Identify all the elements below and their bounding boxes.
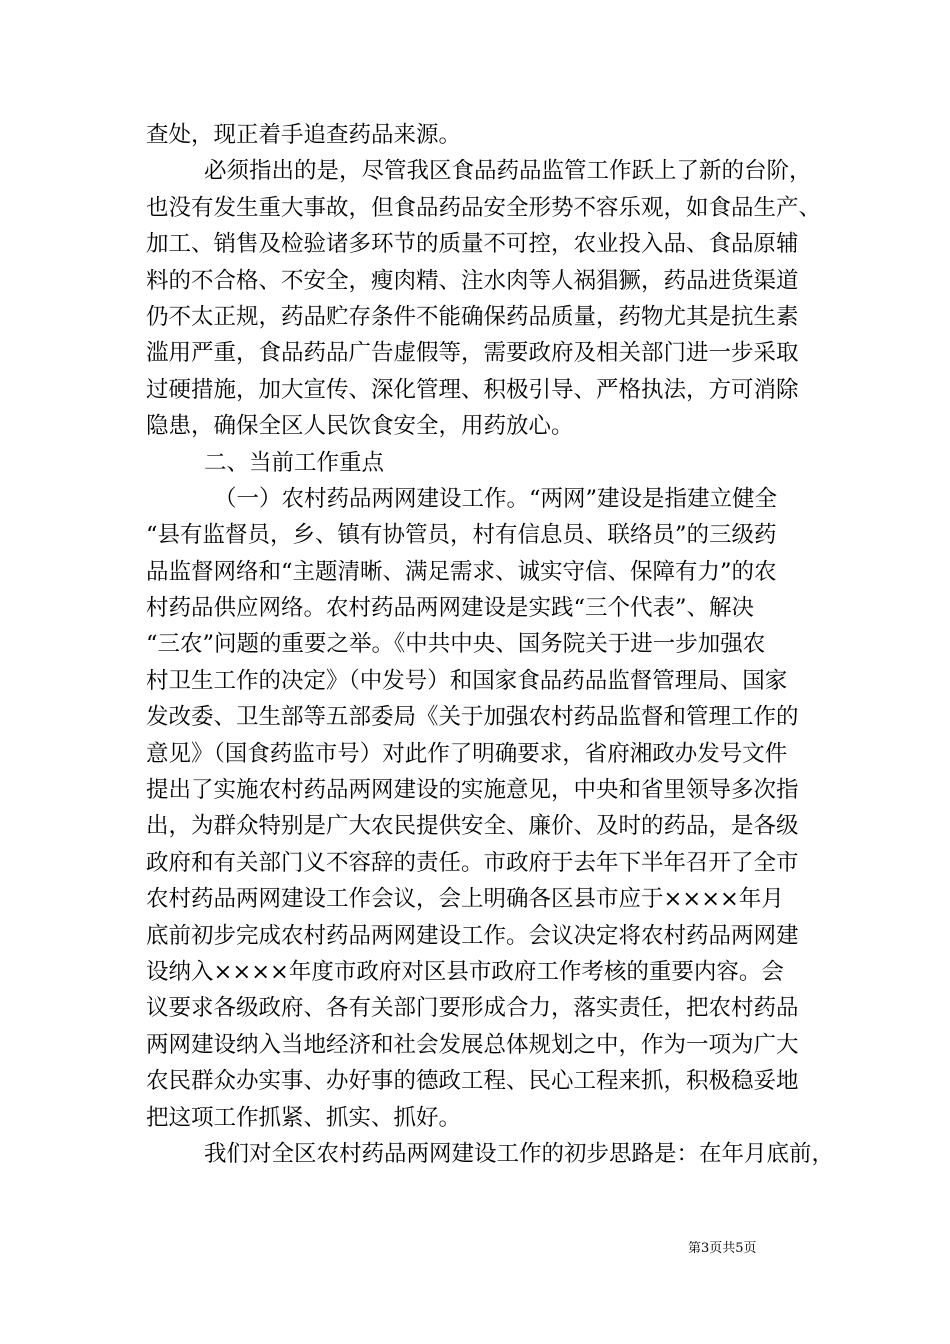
text-line: 提出了实施农村药品两网建设的实施意见，中央和省里领导多次指 bbox=[146, 777, 799, 804]
text-line: 也没有发生重大事故，但食品药品安全形势不容乐观，如食品生产、 bbox=[146, 194, 822, 221]
text-line: 意见》（国食药监市号）对此作了明确要求，省府湘政办发号文件 bbox=[146, 740, 788, 767]
text-line: 仍不太正规，药品贮存条件不能确保药品质量，药物尤其是抗生素 bbox=[146, 303, 799, 330]
text-line: “县有监督员，乡、镇有协管员，村有信息员、联络员”的三级药 bbox=[146, 522, 777, 549]
page-number-footer: 第3页共5页 bbox=[688, 1241, 757, 1256]
text-line: 政府和有关部门义不容辞的责任。市政府于去年下半年召开了全市 bbox=[146, 849, 799, 876]
text-line: 隐患，确保全区人民饮食安全，用药放心。 bbox=[146, 413, 574, 440]
text-line: 出，为群众特别是广大农民提供安全、廉价、及时的药品，是各级 bbox=[146, 813, 799, 840]
text-line: 议要求各级政府、各有关部门要形成合力，落实责任，把农村药品 bbox=[146, 995, 799, 1022]
body-text bbox=[146, 117, 835, 1172]
text-line: 发改委、卫生部等五部委局《关于加强农村药品监督和管理工作的 bbox=[146, 704, 799, 731]
text-line: “三农”问题的重要之举。《中共中央、国务院关于进一步加强农 bbox=[146, 631, 766, 658]
text-line: 村卫生工作的决定》（中发号）和国家食品药品监督管理局、国家 bbox=[146, 667, 788, 694]
text-line: 加工、销售及检验诸多环节的质量不可控，农业投入品、食品原辅 bbox=[146, 231, 799, 258]
text-line: （一）农村药品两网建设工作。“两网”建设是指建立健全 bbox=[214, 485, 778, 512]
text-line: 底前初步完成农村药品两网建设工作。会议决定将农村药品两网建 bbox=[146, 922, 799, 949]
text-line: 查处，现正着手追查药品来源。 bbox=[146, 122, 462, 148]
text-line: 农村药品两网建设工作会议，会上明确各区县市应于××××年月 bbox=[146, 886, 784, 913]
text-line: 两网建设纳入当地经济和社会发展总体规划之中，作为一项为广大 bbox=[146, 1031, 799, 1058]
text-line: 农民群众办实事、办好事的德政工程、民心工程来抓，积极稳妥地 bbox=[146, 1068, 799, 1095]
text-line: 把这项工作抓紧、抓实、抓好。 bbox=[146, 1104, 462, 1131]
text-line: 必须指出的是，尽管我区食品药品监管工作跃上了新的台阶， bbox=[204, 158, 812, 185]
text-line: 过硬措施，加大宣传、深化管理、积极引导、严格执法，方可消除 bbox=[146, 376, 799, 403]
text-line: 滥用严重，食品药品广告虚假等，需要政府及相关部门进一步采取 bbox=[146, 340, 799, 367]
text-line: 品监督网络和“主题清晰、满足需求、诚实守信、保障有力”的农 bbox=[146, 558, 777, 585]
text-line: 村药品供应网络。农村药品两网建设是实践“三个代表”、解决 bbox=[146, 595, 755, 622]
text-line: 我们对全区农村药品两网建设工作的初步思路是：在年月底前， bbox=[204, 1140, 835, 1167]
text-line: 料的不合格、不安全，瘦肉精、注水肉等人祸猖獗，药品进货渠道 bbox=[146, 267, 799, 294]
text-line: 设纳入××××年度市政府对区县市政府工作考核的重要内容。会 bbox=[146, 958, 784, 985]
section-heading: 二、当前工作重点 bbox=[204, 449, 385, 476]
